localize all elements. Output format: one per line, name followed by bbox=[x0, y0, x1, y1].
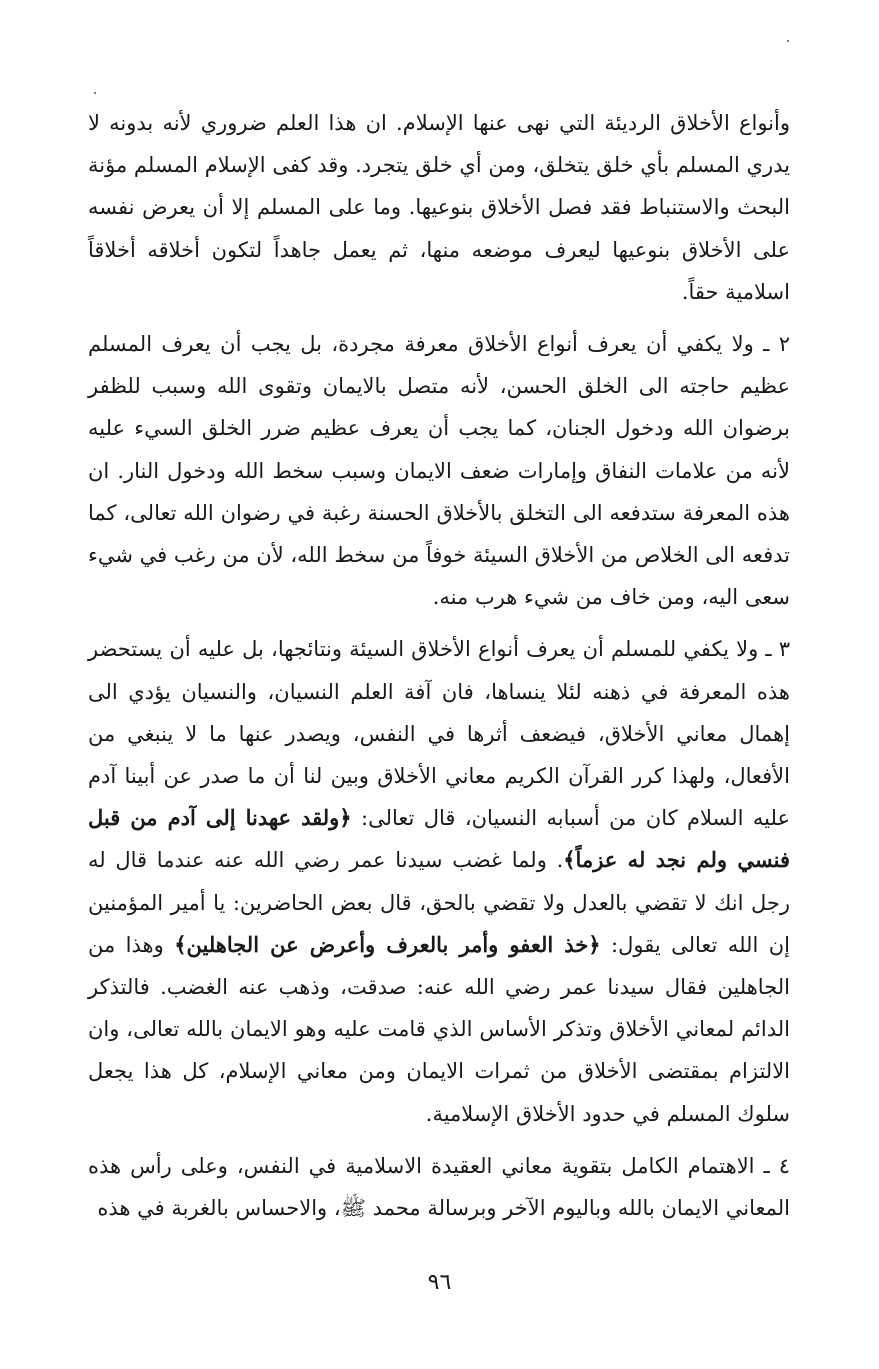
text-run: وأنواع الأخلاق الرديئة التي نهى عنها الإسلام. ان هذا العلم ضروري لأنه بدونه لا يدري المسلم بأي خلق يتخلق، ومن أي خلق يتجرد. وقد كفى الإسلام المسلم مؤنة البحث والاستنباط فقد فصل الأخلاق بنوعيها. وما على المسلم إلا أن يعرض نفسه على الأخلاق بنوعيها ليعرف موضعه منها، ثم يعمل جاهداً لتكون أخلاقه أخلاقاً اسلامية حقاً. bbox=[88, 111, 790, 304]
text-run: ٣ ـ ولا يكفي للمسلم أن يعرف أنواع الأخلاق السيئة ونتائجها، بل عليه أن يستحضر هذه المعرفة في ذهنه لئلا ينساها، فان آفة العلم النسيان، والنسيان يؤدي الى إهمال معاني الأخلاق، فيضعف أثرها في النفس، ويصدر عنها ما لا ينبغي من الأفعال، ولهذا كرر القرآن الكريم معاني الأخلاق وبين لنا أن ما صدر عن أبينا آدم عليه السلام كان من أسبابه النسيان، قال تعالى: bbox=[88, 637, 790, 831]
paragraph-1 bbox=[88, 102, 790, 313]
scan-speck bbox=[787, 40, 789, 42]
text-run: وهذا من الجاهلين فقال سيدنا عمر رضي الله عنه: صدقت، وذهب عنه الغضب. فالتذكر الدائم لمعاني الأخلاق وتذكر الأساس الذي قامت عليه وهو الايمان بالله تعالى، وان الالتزام بمقتضى الأخلاق من ثمرات الايمان ومن معاني الإسلام، كل هذا يجعل سلوك المسلم في حدود الأخلاق الإسلامية. bbox=[88, 932, 791, 1126]
text-run: ٤ ـ الاهتمام الكامل بتقوية معاني العقيدة الاسلامية في النفس، وعلى رأس هذه المعاني الايمان بالله وباليوم الآخر وبرسالة محمد ﷺ، والاحساس بالغربة في هذه bbox=[88, 1153, 790, 1221]
page-number: ٩٦ bbox=[427, 1270, 452, 1295]
paragraph-2 bbox=[88, 323, 790, 618]
quran-verse: ﴿خذ العفو وأمر بالعرف وأعرض عن الجاهلين﴾ bbox=[174, 931, 601, 957]
paragraph-3 bbox=[88, 628, 790, 1134]
quran-verse: ﴿ولقد عهدنا إلى آدم من قبل فنسي ولم نجد له عزماً﴾ bbox=[88, 805, 790, 873]
text-run: . ولما غضب سيدنا عمر رضي الله عنه عندما قال له رجل انك لا تقضي بالعدل ولا تقضي بالحق، قال بعض الحاضرين: يا أمير المؤمنين إن الله تعالى يقول: bbox=[88, 848, 790, 957]
body-text bbox=[88, 102, 790, 1229]
paragraph-4 bbox=[88, 1145, 790, 1229]
text-run: ٢ ـ ولا يكفي أن يعرف أنواع الأخلاق معرفة مجردة، بل يجب أن يعرف المسلم عظيم حاجته الى الخلق الحسن، لأنه متصل بالايمان وتقوى الله وسبب للظفر برضوان الله ودخول الجنان، كما يجب أن يعرف عظيم ضرر الخلق السيء عليه لأنه من علامات النفاق وإمارات ضعف الايمان وسبب سخط الله ودخول النار. ان هذه المعرفة ستدفعه الى التخلق بالأخلاق الحسنة رغبة في رضوان الله تعالى، كما تدفعه الى الخلاص من الأخلاق السيئة خوفاً من سخط الله، لأن من رغب في شيء سعى اليه، ومن خاف من شيء هرب منه. bbox=[88, 332, 790, 610]
scan-speck bbox=[94, 92, 96, 94]
